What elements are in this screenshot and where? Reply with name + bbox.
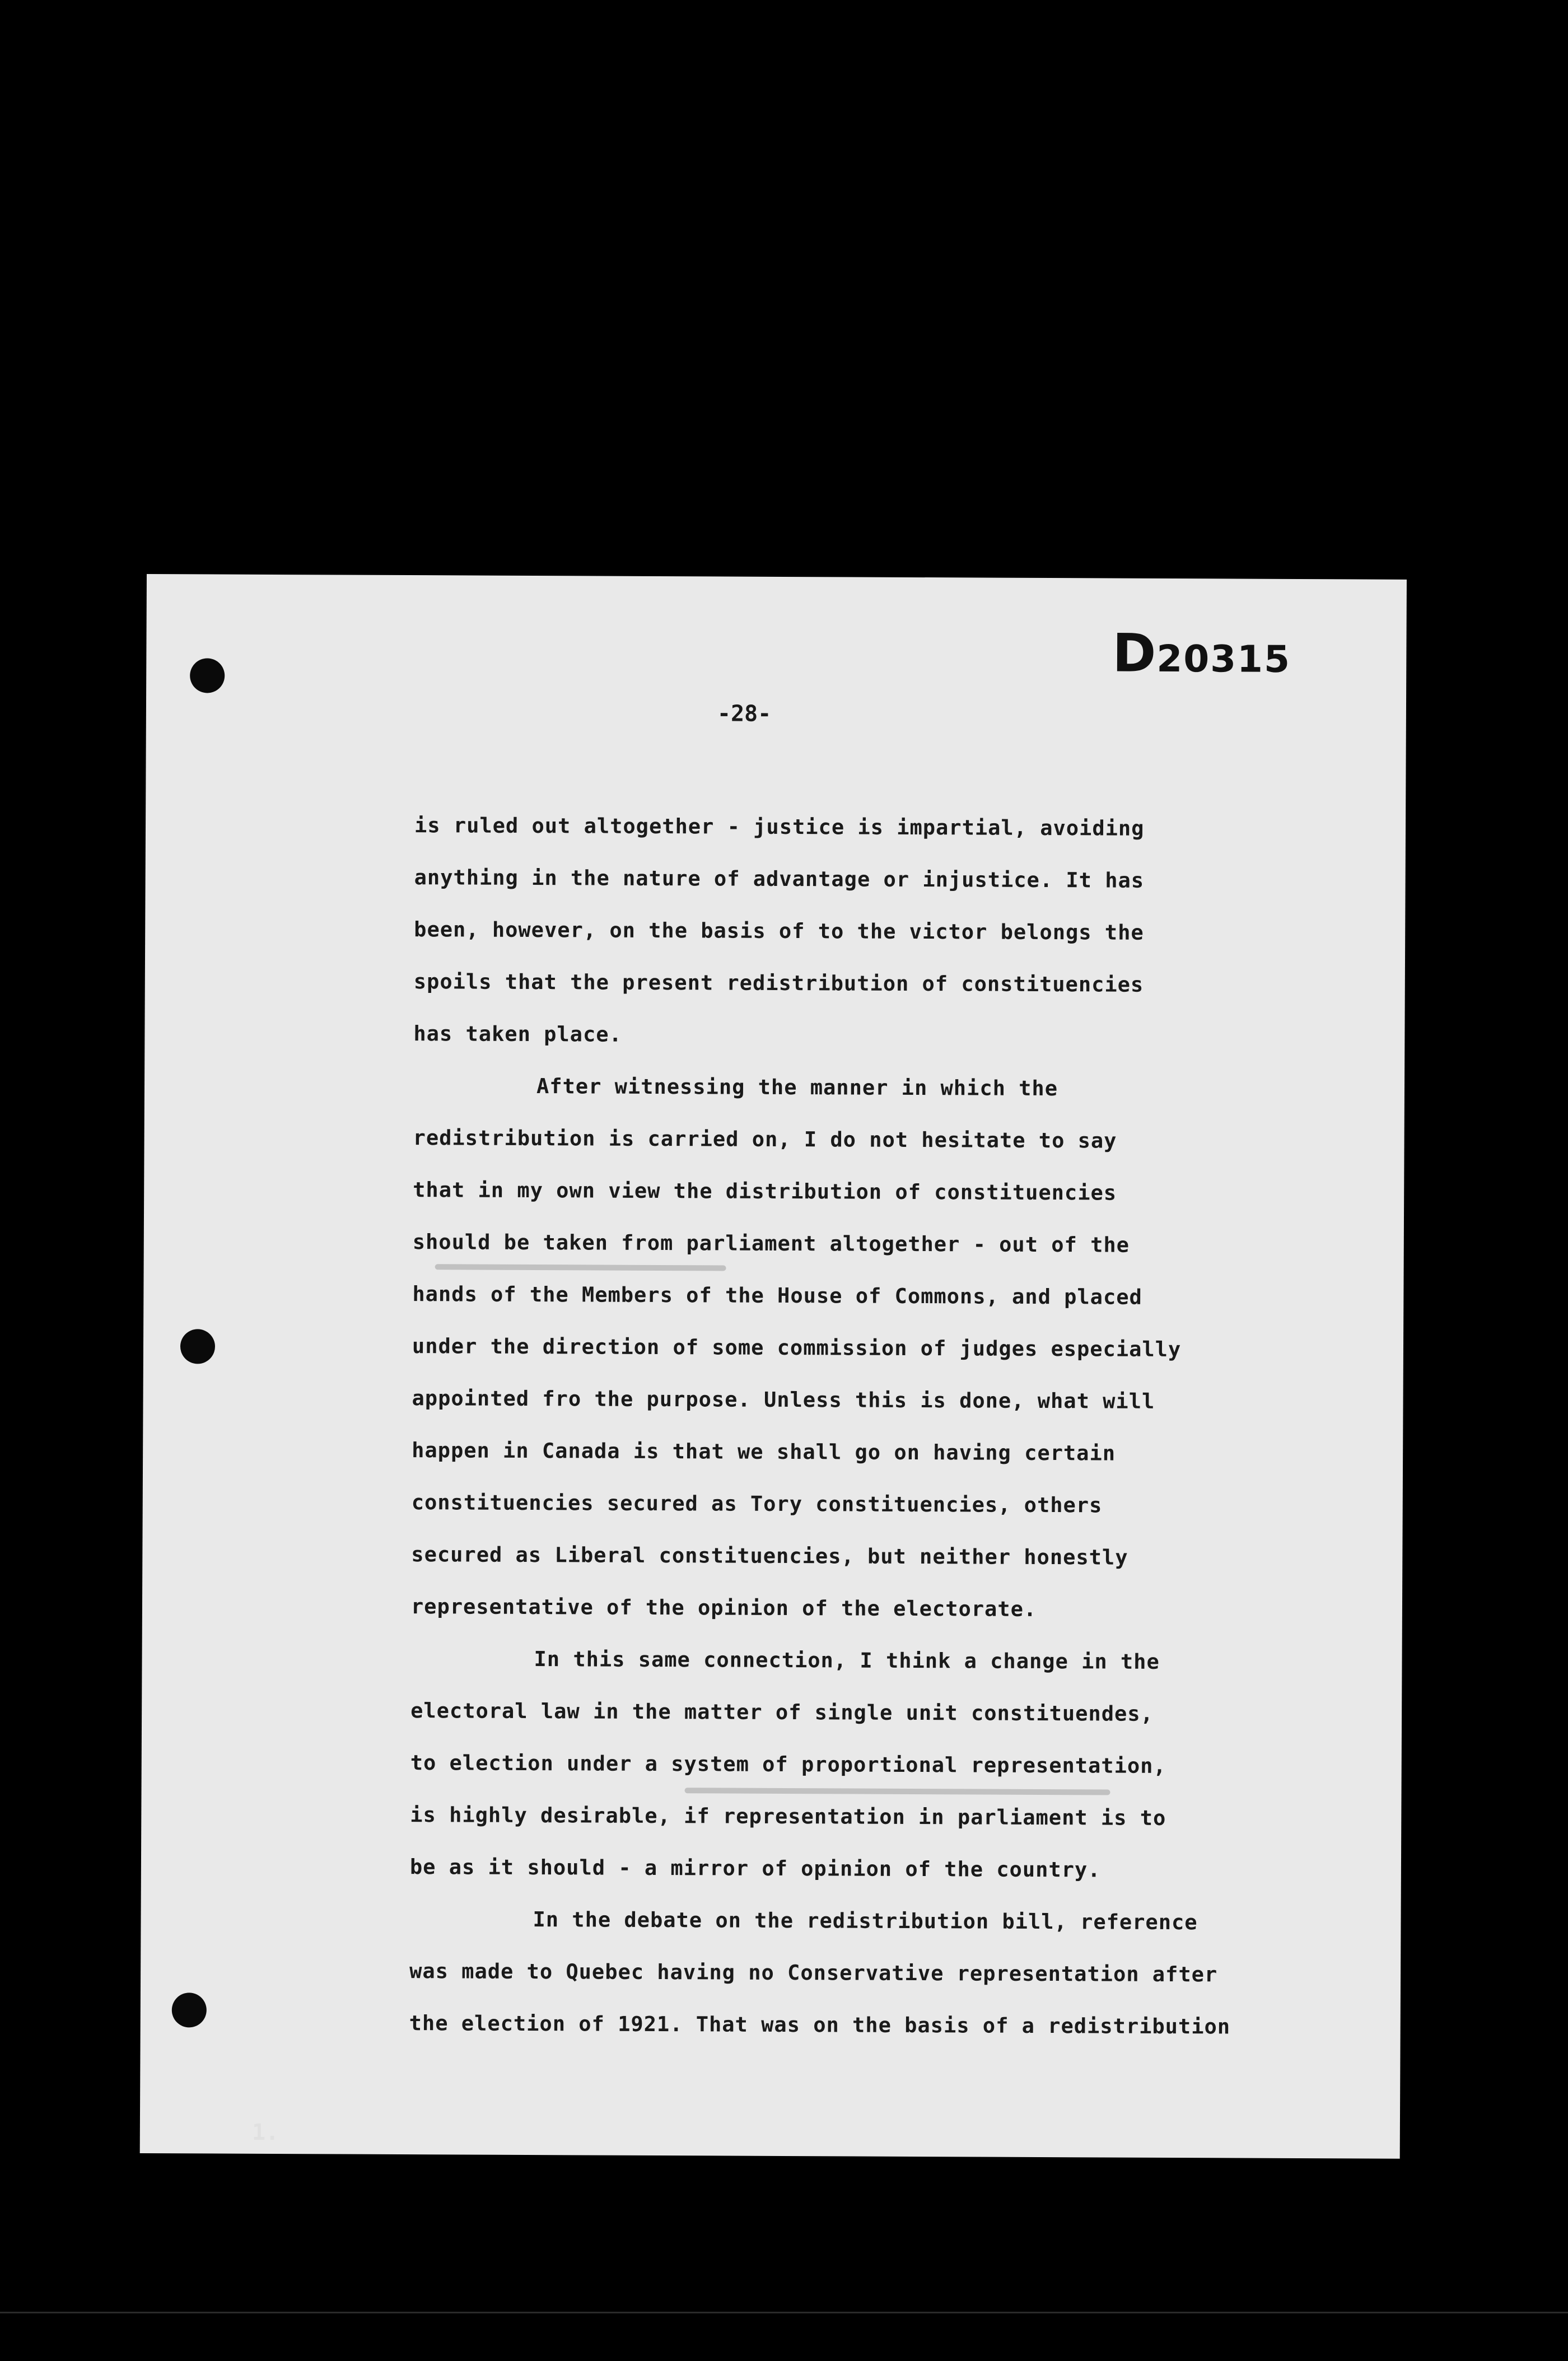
stamp-prefix: D bbox=[1112, 623, 1157, 684]
document-page bbox=[140, 574, 1407, 2159]
text-line: redistribution is carried on, I do not hesitate to say bbox=[413, 1126, 1117, 1153]
text-line: be as it should - a mirror of opinion of the country. bbox=[409, 1855, 1101, 1882]
punch-hole-bottom bbox=[172, 1993, 207, 2027]
punch-hole-middle bbox=[180, 1329, 215, 1364]
text-line: that in my own view the distribution of constituencies bbox=[413, 1178, 1117, 1205]
text-line: appointed fro the purpose. Unless this is done, what will bbox=[412, 1386, 1155, 1413]
stamp-number: 20315 bbox=[1156, 637, 1291, 681]
text-line: constituencies secured as Tory constituencies, others bbox=[411, 1490, 1103, 1518]
text-line: electoral law in the matter of single unit constituendes, bbox=[410, 1699, 1154, 1726]
text-line: was made to Quebec having no Conservative representation after bbox=[409, 1959, 1218, 1987]
text-line: In this same connection, I think a change in the bbox=[534, 1647, 1160, 1674]
text-line: under the direction of some commission of judges especially bbox=[412, 1334, 1182, 1362]
body-text bbox=[409, 799, 1289, 2053]
text-line: spoils that the present redistribution of constituencies bbox=[413, 969, 1144, 997]
text-line: In the debate on the redistribution bill, reference bbox=[533, 1907, 1198, 1935]
text-line: secured as Liberal constituencies, but neither honestly bbox=[411, 1542, 1128, 1570]
text-line: the election of 1921. That was on the basis of a redistribution bbox=[409, 2011, 1231, 2039]
text-line: is ruled out altogether - justice is impartial, avoiding bbox=[414, 813, 1145, 841]
text-line: should be taken from parliament altogether - out of the bbox=[412, 1230, 1130, 1257]
text-line: to election under a system of proportional representation, bbox=[410, 1751, 1166, 1778]
text-line: anything in the nature of advantage or injustice. It has bbox=[414, 865, 1145, 893]
punch-hole-top bbox=[190, 658, 225, 693]
text-line: been, however, on the basis of to the victor belongs the bbox=[414, 917, 1144, 945]
text-line: has taken place. bbox=[413, 1021, 622, 1047]
text-line: hands of the Members of the House of Commons, and placed bbox=[412, 1282, 1142, 1309]
paragraph-3 bbox=[410, 1632, 1285, 1897]
text-line: is highly desirable, if representation in parliament is to bbox=[410, 1803, 1166, 1830]
page-number: -28- bbox=[717, 701, 772, 727]
text-line: happen in Canada is that we shall go on having certain bbox=[412, 1438, 1116, 1466]
paragraph-1 bbox=[413, 799, 1288, 1063]
text-line: representative of the opinion of the electorate. bbox=[410, 1594, 1037, 1621]
film-edge-line bbox=[0, 2312, 1568, 2313]
paragraph-4 bbox=[409, 1893, 1284, 2053]
frame-footer-mark: 1. bbox=[252, 2120, 279, 2145]
paragraph-2 bbox=[411, 1060, 1287, 1636]
text-line: After witnessing the manner in which the bbox=[536, 1074, 1058, 1101]
document-id-stamp bbox=[1112, 623, 1291, 685]
